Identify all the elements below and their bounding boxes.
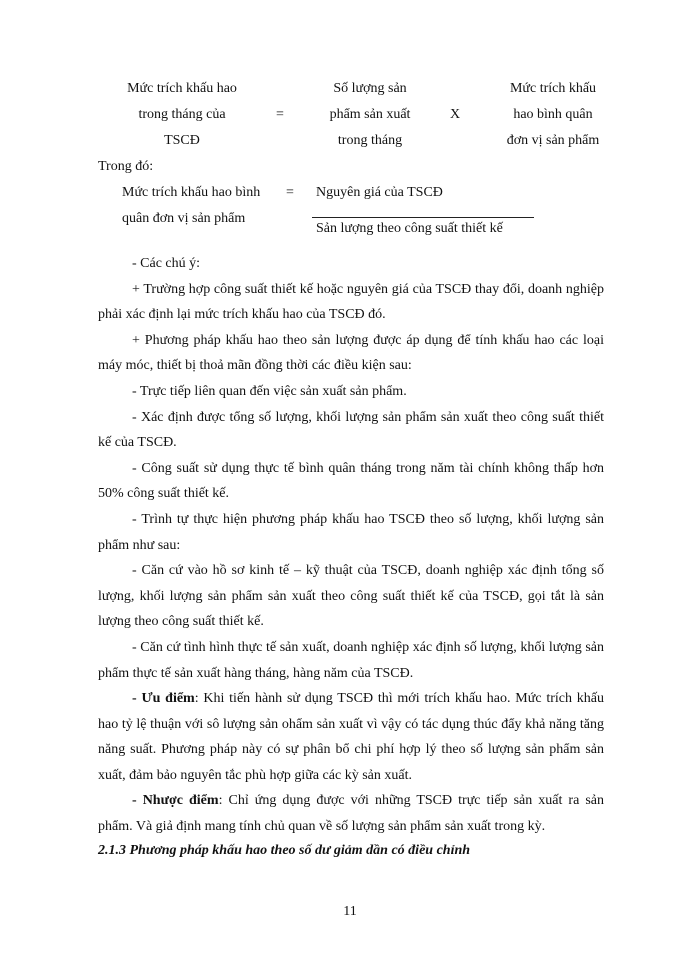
body-text [98, 251, 604, 840]
disadvantages-label: - Nhược điểm [132, 793, 219, 809]
fraction-bar [312, 217, 534, 218]
disadvantages-text: : Chỉ ứng dụng được với những TSCĐ trực tiếp sản xuất ra sản phẩm. Và giả định mang tính chủ quan về số lượng sản phẩm sản xuất trong kỳ. [98, 793, 604, 835]
advantages-label: - Ưu điểm [132, 691, 195, 707]
section-heading: 2.1.3 Phương pháp khấu hao theo số dư giảm dần có điều chỉnh [98, 843, 471, 858]
paragraph: - Công suất sử dụng thực tế bình quân tháng trong năm tài chính không thấp hơn 50% công suất thiết kế. [98, 460, 604, 502]
formula1-rhs-line3: đơn vị sản phẩm [506, 133, 600, 148]
trong-do-label: Trong đó: [98, 159, 154, 174]
formula2-numerator: Nguyên giá của TSCĐ [316, 185, 443, 200]
page-number: 11 [343, 904, 357, 919]
advantages-text: : Khi tiến hành sử dụng TSCĐ thì mới trích khấu hao. Mức trích khấu hao tỷ lệ thuận với sô lượng sản ohẩm sản xuất vì vậy có tác dụng thúc đẩy khả năng tăng năng suất. Phương pháp này có sự phân bổ chi phí hợp lý theo số lượng sản phẩm sản xuất, đảm bảo nguyên tắc phù hợp giữa các kỳ sản xuất. [98, 691, 604, 783]
formula1-lhs-line3: TSCĐ [164, 133, 200, 148]
formula2-lhs-line1: Mức trích khấu hao bình [122, 185, 261, 200]
paragraph: - Căn cứ vào hồ sơ kinh tế – kỹ thuật của TSCĐ, doanh nghiệp xác định tổng số lượng, khối lượng sản phẩm sản xuất theo công suất thiết kế của TSCĐ, gọi tắt là sản lượng theo công suất thiết kế. [98, 563, 604, 630]
formula1-mid-line3: trong tháng [337, 133, 403, 148]
formula1-lhs-line2: trong tháng của [138, 107, 226, 122]
formula1-rhs-line1: Mức trích khấu [509, 81, 597, 96]
disadvantages-paragraph [98, 788, 604, 839]
formula1-mid-line2: phẩm sản xuất [329, 107, 411, 122]
formula1-rhs-line2: hao bình quân [513, 107, 593, 122]
formula1-equals-sign: = [276, 107, 284, 122]
formula1-mid-line1: Số lượng sản [333, 81, 407, 96]
paragraph: + Phương pháp khấu hao theo sản lượng được áp dụng để tính khấu hao các loại máy móc, thiết bị thoả mãn đồng thời các điều kiện sau: [98, 332, 604, 374]
paragraph: + Trường hợp công suất thiết kế hoặc nguyên giá của TSCĐ thay đổi, doanh nghiệp phải xác định lại mức trích khấu hao của TSCĐ đó. [98, 281, 604, 323]
paragraph: - Trực tiếp liên quan đến việc sản xuất sản phẩm. [132, 383, 407, 399]
formula2-lhs-line2: quân đơn vị sản phẩm [122, 211, 246, 226]
formula2-equals-sign: = [286, 185, 294, 200]
formula1-multiply-sign: X [449, 107, 461, 122]
advantages-paragraph [98, 686, 604, 788]
formula2-denominator: Sản lượng theo công suất thiết kế [316, 221, 503, 236]
formula1-lhs-line1: Mức trích khấu hao [127, 81, 237, 96]
paragraph: - Trình tự thực hiện phương pháp khấu hao TSCĐ theo số lượng, khối lượng sản phẩm như sau: [98, 511, 604, 553]
paragraph: - Căn cứ tình hình thực tế sản xuất, doanh nghiệp xác định số lượng, khối lượng sản phẩm thực tế sản xuất hàng tháng, hàng năm của TSCĐ. [98, 639, 604, 681]
paragraph: - Xác định được tổng số lượng, khối lượng sản phẩm sản xuất theo công suất thiết kế của TSCĐ. [98, 409, 604, 451]
paragraph: - Các chú ý: [132, 256, 201, 271]
